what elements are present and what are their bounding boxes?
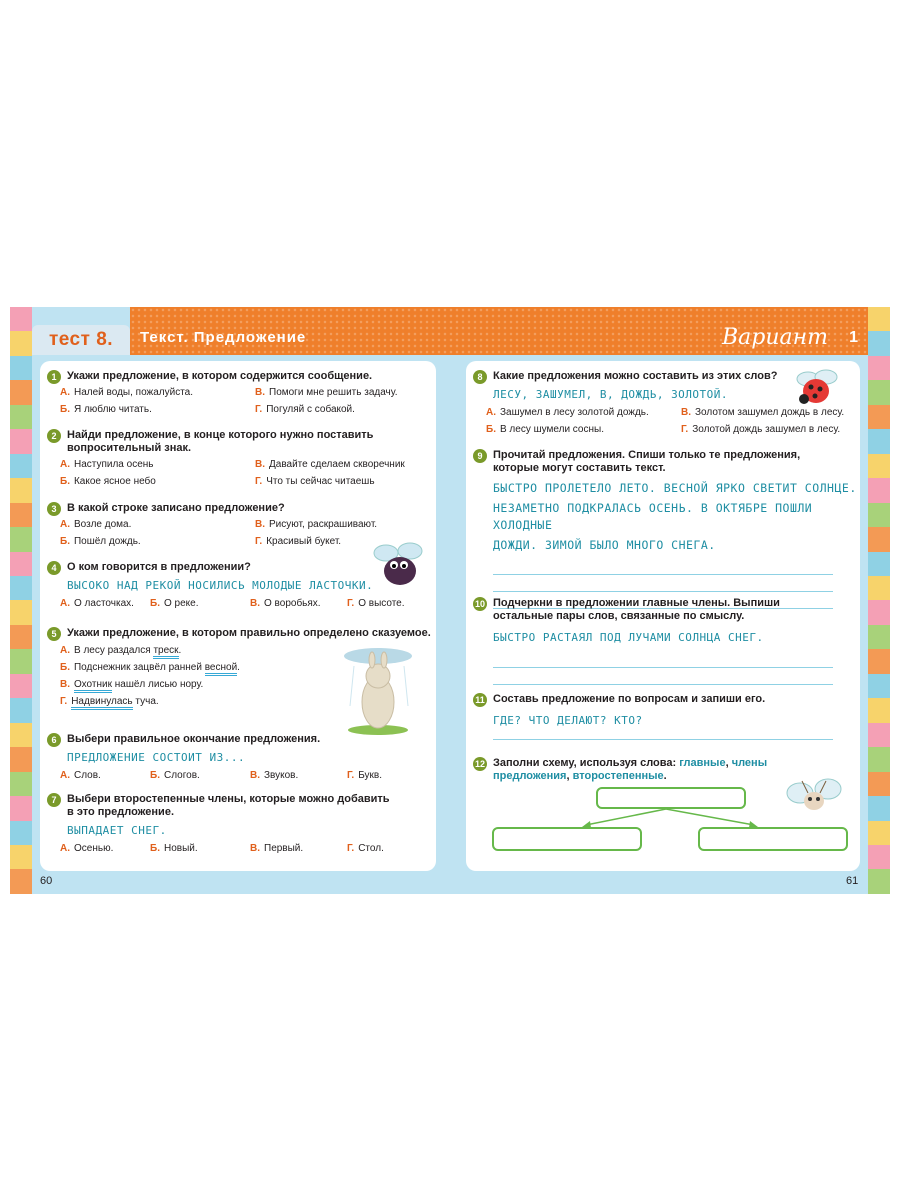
option-letter: Б. [150,843,160,854]
answer-option[interactable]: О высоте. [358,598,405,609]
option-letter: В. [60,679,70,690]
question-number: 7 [47,793,61,807]
question-text: В какой строке записано предложение? [67,502,285,514]
answer-option[interactable]: Стол. [358,843,384,854]
option-letter: Г. [255,476,263,487]
scheme-arrows [566,807,766,831]
task-words: ЛЕСУ, ЗАШУМЕЛ, В, ДОЖДЬ, ЗОЛОТОЙ. [493,388,729,401]
keyword: второстепенные [572,770,664,782]
answer-option[interactable]: В лесу шумели сосны. [499,424,604,435]
question-number: 8 [473,370,487,384]
answer-option[interactable]: Букв. [358,770,383,781]
question-text: Укажи предложение, в котором правильно определено сказуемое. [67,627,431,639]
question-text: О ком говорится в предложении? [67,561,251,573]
answer-option[interactable]: Красивый букет. [266,536,342,547]
option-letter: В. [250,770,260,781]
answer-option[interactable]: О ласточках. [74,598,134,609]
question-text: Выбери второстепенные члены, которые можно добавить в это предложение. [67,793,390,818]
option-letter: В. [255,387,265,398]
answer-option[interactable]: Рисуют, раскрашивают. [269,519,378,530]
question-text: Выбери правильное окончание предложения. [67,733,321,745]
option-letter: В. [255,459,265,470]
answer-option[interactable]: О реке. [163,598,199,609]
answer-option[interactable]: Помоги мне решить задачу. [269,387,398,398]
question-text: Какие предложения можно составить из этих слов? [493,370,778,382]
question-11 [473,693,858,740]
answer-option[interactable]: Первый. [264,843,304,854]
question-2 [47,429,405,493]
question-9 [473,449,858,609]
answer-option[interactable]: Погуляй с собакой. [266,404,355,415]
right-page-panel [466,361,860,871]
keyword: главные [679,757,726,769]
title-band [130,307,868,355]
option-letter: Г. [347,598,355,609]
answer-option[interactable]: Налей воды, пожалуйста. [74,387,194,398]
option-letter: Б. [60,404,70,415]
option-letter: А. [60,387,70,398]
page-number-left: 60 [40,875,53,887]
underlined-word: Охотник [74,679,112,693]
left-page-panel [40,361,436,871]
question-number: 10 [474,599,485,609]
underlined-word: весной [205,662,237,676]
question-4 [47,561,432,615]
task-sentence: ПРЕДЛОЖЕНИЕ СОСТОИТ ИЗ... [67,751,246,764]
question-1 [47,370,432,421]
option-text: нашёл лисью нору. [111,679,204,690]
option-letter: А. [60,645,70,656]
answer-option[interactable]: Какое ясное небо [73,476,156,487]
question-text: Укажи предложение, в котором содержится сообщение. [67,370,373,382]
answer-option[interactable]: Пошёл дождь. [73,536,141,547]
underlined-word: треск [153,645,178,659]
text-line-1: БЫСТРО ПРОЛЕТЕЛО ЛЕТО. ВЕСНОЙ ЯРКО СВЕТИТ СОЛНЦЕ. [493,481,857,495]
book-spread [10,307,890,894]
option-letter: Г. [347,843,355,854]
variant-number: 1 [849,329,858,346]
answer-option[interactable]: Давайте сделаем скворечник [269,459,405,470]
option-text: Подснежник зацвёл ранней [73,662,205,673]
task-questions: ГДЕ? ЧТО ДЕЛАЮТ? КТО? [493,714,643,727]
option-letter: Б. [60,662,70,673]
answer-option[interactable]: Слогов. [163,770,200,781]
option-letter: А. [60,598,70,609]
page-number-right: 61 [846,875,859,887]
question-12 [473,757,793,783]
option-letter: Б. [150,598,160,609]
option-letter: А. [60,519,70,530]
option-letter: Б. [60,536,70,547]
option-letter: Б. [150,770,160,781]
answer-option[interactable]: Я люблю читать. [73,404,152,415]
question-text-part: , [725,757,732,769]
option-text: В лесу раздался [74,645,154,656]
answer-lines[interactable] [493,734,833,740]
answer-option[interactable]: Наступила осень [74,459,154,470]
question-number: 3 [47,502,61,516]
option-letter: А. [486,407,496,418]
option-letter: В. [681,407,691,418]
question-text: Прочитай предложения. Спиши только те предложения, которые могут составить текст. [493,449,801,474]
keyword: члены предложения [493,757,768,782]
answer-option[interactable]: Возле дома. [74,519,132,530]
ladybug-illustration [786,365,846,411]
option-letter: В. [250,843,260,854]
question-text: Подчеркни в предложении главные члены. Выпиши остальные пары слов, связанные по смыслу. [493,597,780,622]
option-letter: Г. [255,404,263,415]
answer-lines[interactable] [493,651,833,685]
page-header [32,307,868,355]
variant-label: Вариант [721,325,828,350]
answer-option[interactable]: Осенью. [74,843,114,854]
option-letter: В. [255,519,265,530]
test-number-tag: тест 8. [32,325,130,355]
question-number: 11 [473,693,487,707]
option-letter: Г. [681,424,689,435]
question-6 [47,733,432,787]
answer-option[interactable]: О воробьях. [264,598,321,609]
answer-option[interactable]: Что ты сейчас читаешь [266,476,375,487]
option-letter: Б. [60,476,70,487]
text-line-2: НЕЗАМЕТНО ПОДКРАЛАСЬ ОСЕНЬ. В ОКТЯБРЕ ПОШЛИ ХОЛОДНЫЕ [493,501,813,532]
decorative-stripe-left [10,307,32,894]
question-number: 4 [47,561,61,575]
option-letter: А. [60,459,70,470]
option-letter: В. [250,598,260,609]
option-letter: А. [60,843,70,854]
question-number: 1 [47,370,61,384]
question-text [493,757,793,783]
task-sentence: ВЫПАДАЕТ СНЕГ. [67,824,167,837]
question-text: Найди предложение, в конце которого нужно поставить вопросительный знак. [67,429,374,454]
answer-option[interactable]: Слов. [74,770,101,781]
question-number: 6 [47,733,61,747]
option-text: . [178,645,182,656]
answer-option[interactable]: Звуков. [264,770,299,781]
task-sentence: БЫСТРО РАСТАЯЛ ПОД ЛУЧАМИ СОЛНЦА СНЕГ. [493,631,764,644]
question-number: 12 [474,759,485,769]
option-letter: Г. [347,770,355,781]
answer-option[interactable]: Золотой дождь зашумел в лесу. [692,424,841,435]
answer-option[interactable]: Зашумел в лесу золотой дождь. [500,407,649,418]
question-number: 9 [473,449,487,463]
answer-option[interactable]: Золотом зашумел дождь в лесу. [695,407,845,418]
question-text-part: , [566,770,570,782]
question-7 [47,793,397,860]
question-text: Составь предложение по вопросам и запиши его. [493,693,766,705]
underlined-word: Надвинулась [71,696,132,710]
answer-option[interactable]: Новый. [163,843,198,854]
decorative-stripe-right [868,307,890,894]
question-text-part: Заполни схему, используя слова: [493,757,680,769]
moth-illustration [784,771,844,823]
question-text-part: . [663,770,667,782]
question-10 [473,597,858,685]
question-number: 2 [47,429,61,443]
option-letter: А. [60,770,70,781]
option-letter: Б. [486,424,496,435]
scheme-box-top[interactable] [596,787,746,809]
page-title: Текст. Предложение [140,329,307,346]
text-line-3: ДОЖДИ. ЗИМОЙ БЫЛО МНОГО СНЕГА. [493,538,716,552]
hare-in-rain-illustration [340,646,416,736]
question-number: 5 [47,627,61,641]
option-letter: Г. [60,696,68,707]
task-sentence: ВЫСОКО НАД РЕКОЙ НОСИЛИСЬ МОЛОДЫЕ ЛАСТОЧКИ. [67,579,374,592]
option-text: туча. [132,696,159,707]
option-letter: Г. [255,536,263,547]
option-text: . [237,662,240,673]
